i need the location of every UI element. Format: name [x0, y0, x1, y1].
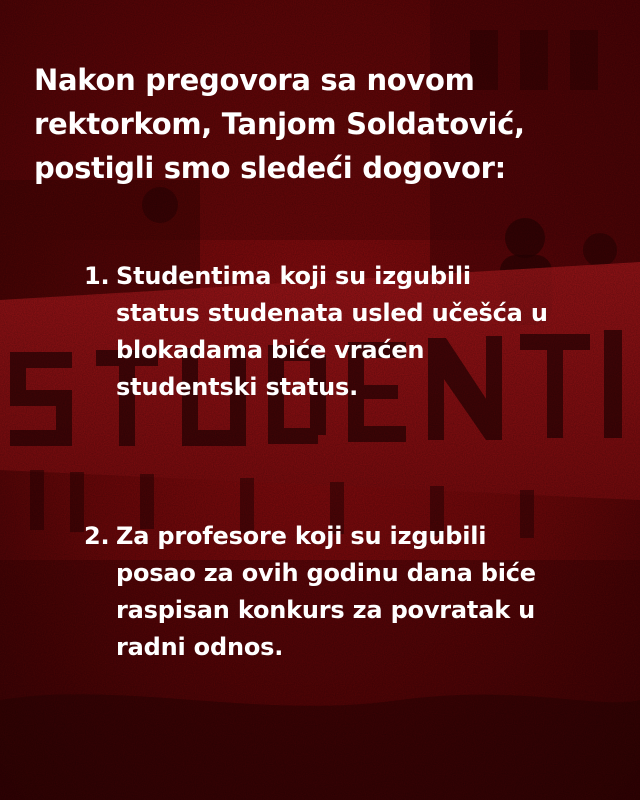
item-line: posao za ovih godinu dana biće [116, 559, 536, 587]
item-line: studentski status. [116, 373, 359, 401]
item-line: blokadama biće vraćen [116, 336, 425, 364]
agreement-item-2 [84, 518, 614, 666]
item-line: Za profesore koji su izgubili [116, 522, 487, 550]
item-line: raspisan konkurs za povratak u [116, 596, 535, 624]
item-line: status studenata usled učešća u [116, 299, 548, 327]
item-text [84, 518, 614, 666]
item-line: radni odnos. [116, 633, 284, 661]
headline-line: rektorkom, Tanjom Soldatović, [34, 107, 525, 141]
agreement-item-1 [84, 258, 604, 406]
item-number: 2. [84, 522, 110, 550]
item-text [84, 258, 604, 406]
headline-line: Nakon pregovora sa novom [34, 63, 475, 97]
item-line: Studentima koji su izgubili [116, 262, 471, 290]
item-number: 1. [84, 262, 110, 290]
headline-line: postigli smo sledeći dogovor: [34, 151, 506, 185]
